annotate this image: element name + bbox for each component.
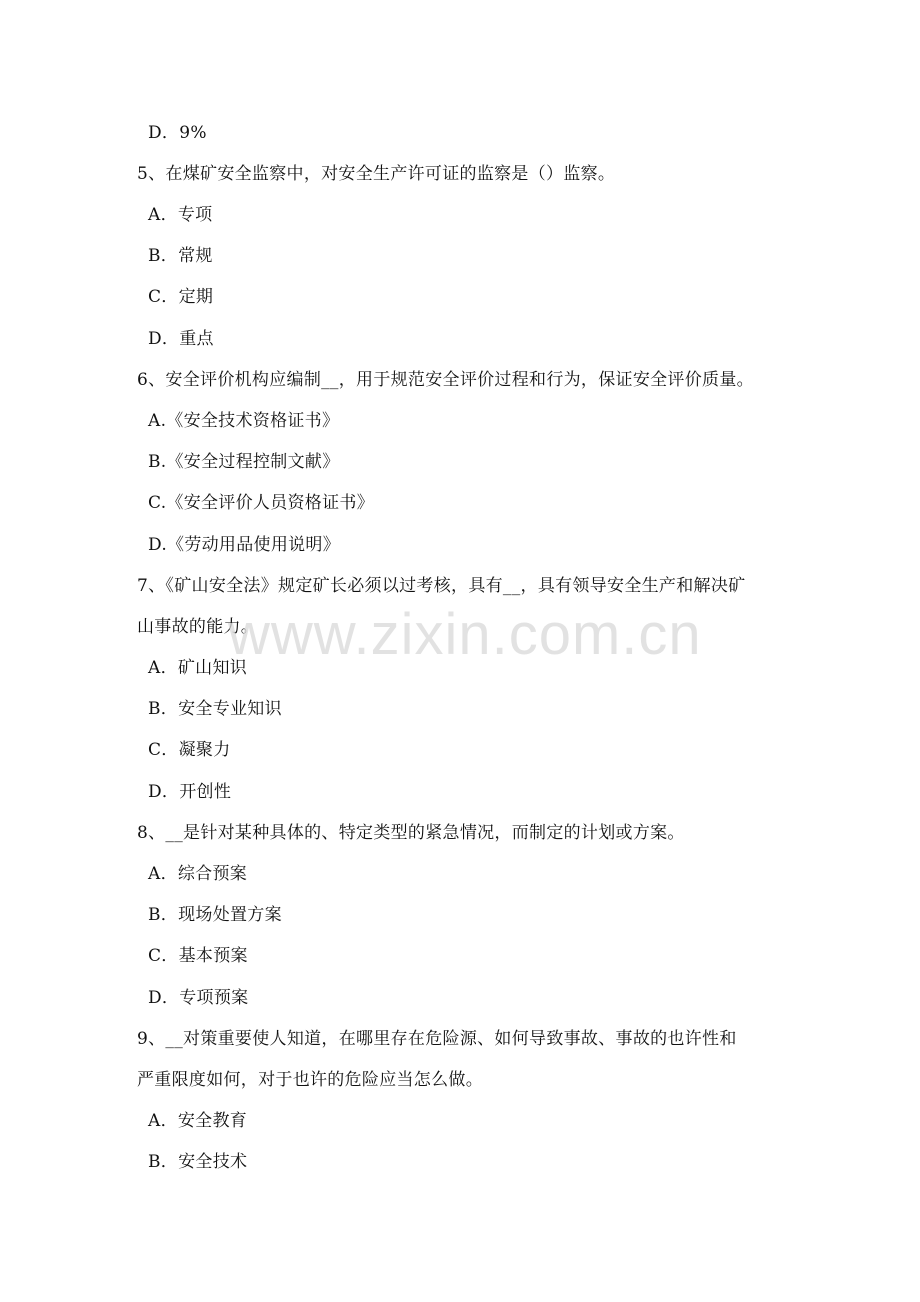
option-line: D.《劳动用品使用说明》 xyxy=(148,535,341,555)
question-line: 9、__对策重要使人知道，在哪里存在危险源、如何导致事故、事故的也许性和 xyxy=(137,1029,737,1049)
question-line: 山事故的能力。 xyxy=(137,617,259,637)
option-line: C．基本预案 xyxy=(148,946,248,966)
option-line: A．综合预案 xyxy=(148,864,248,884)
option-line: A．专项 xyxy=(148,205,213,225)
option-line: B．常规 xyxy=(148,246,213,266)
question-line: 7、《矿山安全法》规定矿长必须以过考核，具有__，具有领导安全生产和解决矿 xyxy=(137,576,746,596)
question-line: 6、安全评价机构应编制__，用于规范安全评价过程和行为，保证安全评价质量。 xyxy=(137,370,754,390)
option-line: C．定期 xyxy=(148,287,214,307)
option-line: C．凝聚力 xyxy=(148,740,231,760)
option-line: B.《安全过程控制文献》 xyxy=(148,452,340,472)
option-line: B．安全专业知识 xyxy=(148,699,282,719)
option-line: A．安全教育 xyxy=(148,1111,248,1131)
option-line: D．9% xyxy=(148,123,207,143)
option-line: B．安全技术 xyxy=(148,1152,248,1172)
watermark: www.zixin.com.cn xyxy=(228,602,702,667)
option-line: C.《安全评价人员资格证书》 xyxy=(148,493,375,513)
option-line: A.《安全技术资格证书》 xyxy=(148,411,340,431)
option-line: B．现场处置方案 xyxy=(148,905,282,925)
question-line: 8、__是针对某种具体的、特定类型的紧急情况，而制定的计划或方案。 xyxy=(137,823,685,843)
option-line: D．开创性 xyxy=(148,782,232,802)
option-line: D．专项预案 xyxy=(148,988,249,1008)
question-line: 5、在煤矿安全监察中，对安全生产许可证的监察是（）监察。 xyxy=(137,164,616,184)
option-line: D．重点 xyxy=(148,329,214,349)
question-line: 严重限度如何，对于也许的危险应当怎么做。 xyxy=(137,1070,483,1090)
option-line: A．矿山知识 xyxy=(148,658,248,678)
